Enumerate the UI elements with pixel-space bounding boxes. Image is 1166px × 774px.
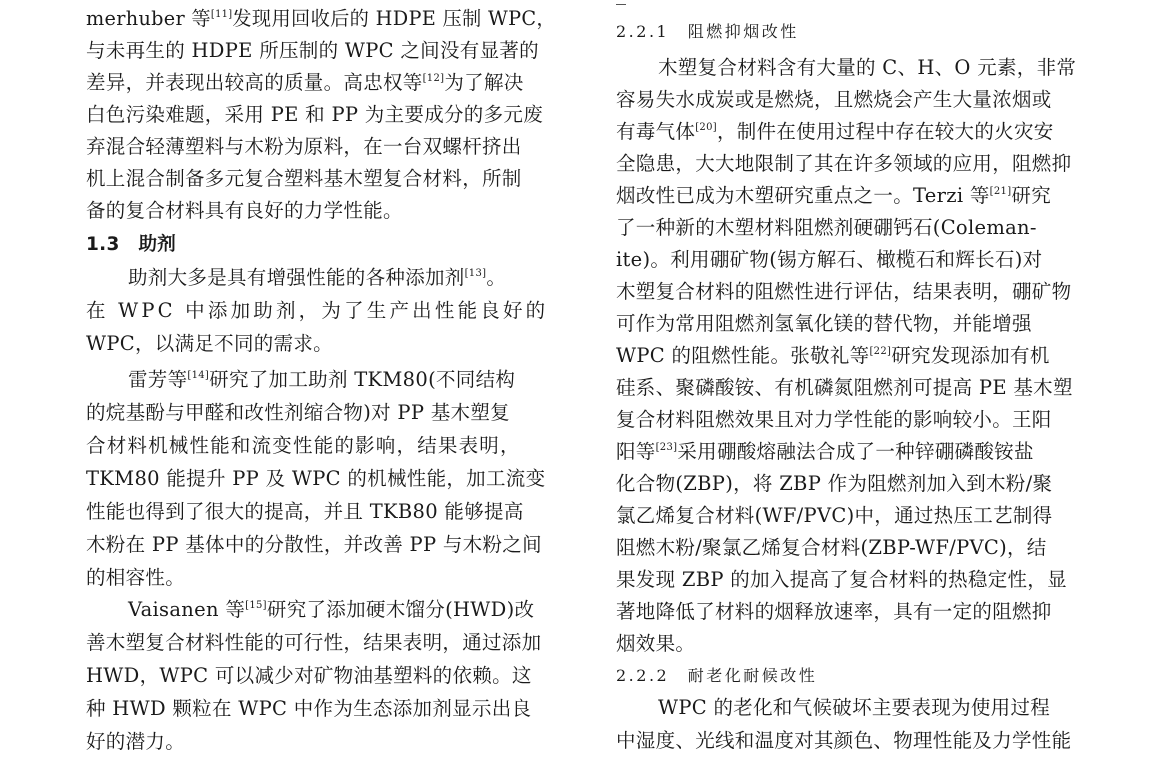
text-line: Vaisanen 等[15]研究了添加硬木馏分(HWD)改 [128,598,535,621]
text-line: 在 WPC 中添加助剂，为了生产出性能良好的 [86,299,549,322]
text-line: 可作为常用阻燃剂氢氧化镁的替代物，并能增强 [616,312,1032,335]
text-line: WPC 的阻燃性能。张敬礼等[22]研究发现添加有机 [616,344,1050,367]
text-line: 全隐患，大大地限制了其在许多领域的应用，阻燃抑 [616,152,1072,175]
text-line: 好的潜力。 [86,730,186,753]
text-line: 白色污染难题，采用 PE 和 PP 为主要成分的多元废 [86,103,543,126]
text-line: 的相容性。 [86,566,186,589]
text-line: 性能也得到了很大的提高，并且 TKB80 能够提高 [86,500,524,523]
text-line: 阳等[23]采用硼酸熔融法合成了一种锌硼磷酸铵盐 [616,440,1034,463]
text-line: 果发现 ZBP 的加入提高了复合材料的热稳定性，显 [616,568,1067,591]
text-line: 阻燃木粉/聚氯乙烯复合材料(ZBP-WF/PVC)，结 [616,536,1047,559]
citation: [21] [989,186,1012,197]
citation: [22] [869,346,892,357]
section-heading: 1.3 助剂 [86,234,177,255]
text-line: 弃混合轻薄塑料与木粉为原料，在一台双螺杆挤出 [86,135,522,158]
text-line: 与未再生的 HDPE 所压制的 WPC 之间没有显著的 [86,39,539,62]
cropped-line-fragment [616,0,626,5]
text-line: 中湿度、光线和温度对其颜色、物理性能及力学性能 [616,729,1072,752]
text-line: 雷芳等[14]研究了加工助剂 TKM80(不同结构 [128,368,516,391]
text-line: 木塑复合材料含有大量的 C、H、O 元素，非常 [658,56,1077,79]
citation: [15] [245,600,267,611]
text-line: 合材料机械性能和流变性能的影响，结果表明， [86,434,521,457]
text-line: 化合物(ZBP)，将 ZBP 作为阻燃剂加入到木粉/聚 [616,472,1053,495]
citation: [12] [422,73,445,84]
text-line: ite)。利用硼矿物(锡方解石、橄榄石和辉长石)对 [616,248,1043,271]
text-line: 备的复合材料具有良好的力学性能。 [86,199,403,222]
text-line: merhuber 等[11]发现用回收后的 HDPE 压制 WPC， [86,7,556,30]
text-line: 差异，并表现出较高的质量。高忠权等[12]为了解决 [86,71,524,94]
text-line: 复合材料阻燃效果且对力学性能的影响较小。王阳 [616,408,1052,431]
citation: [11] [210,9,233,20]
text-line: 木塑复合材料的阻燃性进行评估，结果表明，硼矿物 [616,280,1072,303]
citation: [13] [464,268,487,279]
text-line: 容易失水成炭或是燃烧，且燃烧会产生大量浓烟或 [616,88,1052,111]
text-line: 助剂大多是具有增强性能的各种添加剂[13]。 [128,266,507,289]
section-heading: 2.2.2 耐老化耐候改性 [616,666,818,685]
citation: [23] [655,442,678,453]
text-line: 机上混合制备多元复合塑料基木塑复合材料，所制 [86,167,522,190]
text-line: 著地降低了材料的烟释放速率，具有一定的阻燃抑 [616,600,1052,623]
text-line: 木粉在 PP 基体中的分散性，并改善 PP 与木粉之间 [86,533,542,556]
text-line: HWD，WPC 可以减少对矿物油基塑料的依赖。这 [86,664,532,687]
text-line: WPC，以满足不同的需求。 [86,332,333,355]
text-line: 善木塑复合材料性能的可行性，结果表明，通过添加 [86,631,542,654]
text-line: 种 HWD 颗粒在 WPC 中作为生态添加剂显示出良 [86,697,532,720]
text-line: WPC 的老化和气候破坏主要表现为使用过程 [658,696,1051,719]
text-line: 硅系、聚磷酸铵、有机磷氮阻燃剂可提高 PE 基木塑 [616,376,1073,399]
text-line: 氯乙烯复合材料(WF/PVC)中，通过热压工艺制得 [616,504,1053,527]
text-line: 的烷基酚与甲醛和改性剂缩合物)对 PP 基木塑复 [86,401,510,424]
text-line: 了一种新的木塑材料阻燃剂硬硼钙石(Coleman- [616,216,1037,239]
text-line: TKM80 能提升 PP 及 WPC 的机械性能，加工流变 [86,467,546,490]
text-line: 烟改性已成为木塑研究重点之一。Terzi 等[21]研究 [616,184,1052,207]
citation: [20] [695,122,717,133]
text-line: 烟效果。 [616,632,696,655]
section-heading: 2.2.1 阻燃抑烟改性 [616,22,799,41]
text-line: 有毒气体[20]，制件在使用过程中存在较大的火灾安 [616,120,1054,143]
citation: [14] [187,370,210,381]
